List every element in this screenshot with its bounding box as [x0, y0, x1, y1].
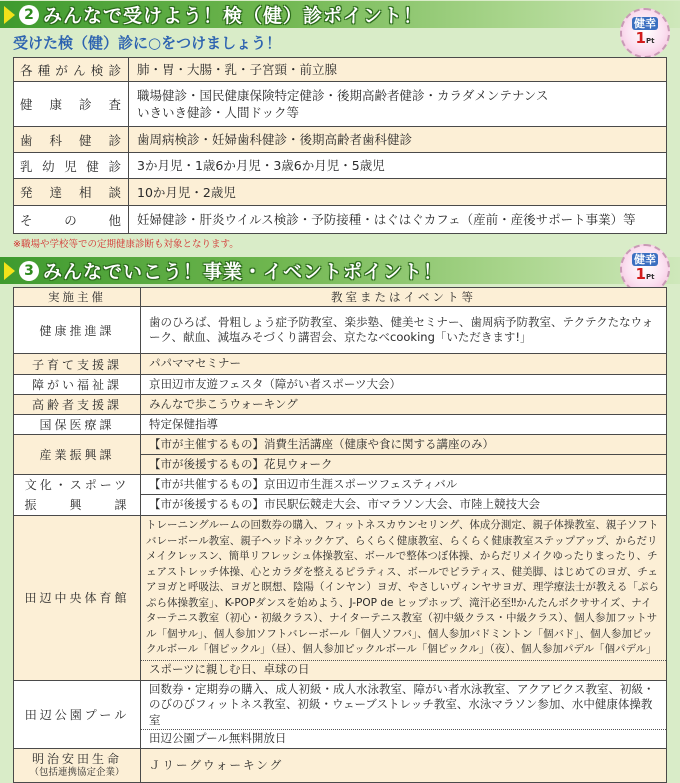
row-organizer: 文化・スポーツ — [14, 475, 141, 495]
row-content: 妊婦健診・肝炎ウイルス検診・予防接種・はぐはぐカフェ（産前・産後サポート事業）等 — [129, 206, 667, 234]
triangle-marker-icon — [4, 6, 15, 24]
row-events: トレーニングルームの回数券の購入、フィットネスカウンセリング、体成分測定、親子体操教室、親子ソフトバレーボール教室、親子ヘッドネックケア、らくらく健康教室、らくらく健康教室ステップアップ、からだリメイクレッスン、簡単リフレッシュ体操教室、ボールで整体つぼ体操、からだリメイクゆったりまったり、チェアストレッチ体操、心とカラダを整えるピラティス、ボールでピラティス、健美脚、はじめてのヨガ、チェアヨガと呼吸法、ヨガと瞑想、陰陽（インヤン）ヨガ、やさしいヴィンヤサヨガ、理学療法士が教える「ぷらぷら体操教室」、K-POPダンスを始めよう、J-POP de ヒップホップ、滝汗必至‼かんたんボクササイズ、ナイターテニス教室（初心・初級クラス）、ナイターテニス教室（初中級クラス・中級クラス）、個人参加フットサル「個サル」、個人参加ソフトバレーボール「個人ソフバ」、個人参加バドミントン「個バド」、個人参加ピックルボール「個ピックル」（昼）、個人参加ピックルボール「個ピックル」（夜）、個人参加パデル「個パデル」 — [141, 516, 667, 661]
row-events: 【市が主催するもの】消費生活講座（健康や食に関する講座のみ） — [141, 435, 667, 455]
table-row — [14, 475, 667, 495]
row-content: 肺・胃・大腸・乳・子宮頸・前立腺 — [129, 58, 667, 82]
footnote: ※職場や学校等での定期健康診断も対象となります。 — [13, 239, 239, 250]
table-row — [14, 179, 667, 206]
row-organizer: 高齢者支援課 — [14, 395, 141, 415]
table-row — [14, 127, 667, 153]
section-number: 3 — [19, 261, 39, 281]
row-events: パパママセミナー — [141, 354, 667, 375]
row-organizer: 田辺公園プール — [14, 680, 141, 749]
table-row — [14, 749, 667, 783]
row-category: 発達相談 — [14, 179, 129, 206]
table-row — [14, 435, 667, 455]
table-row — [14, 307, 667, 354]
section2-title: みんなで受けよう！検（健）診ポイント！ — [43, 5, 424, 27]
row-organizer: 産業振興課 — [14, 435, 141, 475]
row-events: みんなで歩こうウォーキング — [141, 395, 667, 415]
row-organizer: 振 興 課 — [14, 495, 141, 516]
row-organizer: 健康推進課 — [14, 307, 141, 354]
row-events: 特定保健指導 — [141, 415, 667, 435]
row-content: 職場健診・国民健康保険特定健診・後期高齢者健診・カラダメンテナンス いきいき健診・人間ドック等 — [129, 82, 667, 127]
row-events: スポーツに親しむ日、卓球の日 — [141, 660, 667, 680]
row-content: 10か月児・2歳児 — [129, 179, 667, 206]
header-organizer: 実施主催 — [14, 288, 141, 307]
table-row — [14, 82, 667, 127]
badge-points: 1Pt — [635, 265, 655, 283]
row-organizer: 子育て支援課 — [14, 354, 141, 375]
table-row — [14, 395, 667, 415]
badge-points: 1Pt — [635, 29, 655, 47]
section3-title: みんなでいこう！事業・イベントポイント！ — [43, 261, 444, 283]
checkup-table — [13, 57, 667, 234]
row-category: 各種がん検診 — [14, 58, 129, 82]
table-row — [14, 153, 667, 179]
row-organizer: 国保医療課 — [14, 415, 141, 435]
table-row — [14, 206, 667, 234]
row-events: 【市が後援するもの】花見ウォーク — [141, 455, 667, 475]
table-row — [14, 58, 667, 82]
table-header-row — [14, 288, 667, 307]
row-events: 回数券・定期券の購入、成人初級・成人水泳教室、障がい者水泳教室、アクアビクス教室、初級・のびのびフィットネス教室、初級・ウェーブストレッチ教室、水泳マラソン参加、水中健康体操教室 — [141, 680, 667, 730]
table-row — [14, 495, 667, 516]
row-organizer: 障がい福祉課 — [14, 375, 141, 395]
section-number: 2 — [19, 5, 39, 25]
row-content: 歯周病検診・妊婦歯科健診・後期高齢者歯科健診 — [129, 127, 667, 153]
table-row — [14, 680, 667, 730]
table-row — [14, 516, 667, 661]
row-events: Ｊリーグウォーキング — [141, 749, 667, 783]
row-category: 健康診査 — [14, 82, 129, 127]
section2-subtitle: 受けた検（健）診に○をつけましょう！ — [13, 34, 282, 52]
section2-banner — [0, 1, 680, 28]
header-events: 教室またはイベント等 — [141, 288, 667, 307]
table-row — [14, 415, 667, 435]
row-category: 乳幼児健診 — [14, 153, 129, 179]
row-events: 京田辺市友遊フェスタ（障がい者スポーツ大会） — [141, 375, 667, 395]
table-row — [14, 375, 667, 395]
row-events: 田辺公園プール無料開放日 — [141, 730, 667, 749]
triangle-marker-icon — [4, 262, 15, 280]
badge-label: 健幸 — [634, 17, 656, 30]
row-content: 3か月児・1歳6か月児・3歳6か月児・5歳児 — [129, 153, 667, 179]
events-table — [13, 287, 667, 783]
section3-banner — [0, 257, 680, 284]
kenko-point-badge — [620, 8, 670, 58]
row-organizer: 明治安田生命 （包括連携協定企業） — [14, 749, 141, 783]
row-events: 【市が共催するもの】京田辺市生涯スポーツフェスティバル — [141, 475, 667, 495]
row-organizer: 田辺中央体育館 — [14, 516, 141, 681]
row-category: そ の 他 — [14, 206, 129, 234]
row-events: 【市が後援するもの】市民駅伝競走大会、市マラソン大会、市陸上競技大会 — [141, 495, 667, 516]
row-category: 歯科健診 — [14, 127, 129, 153]
badge-label: 健幸 — [634, 253, 656, 266]
table-row — [14, 354, 667, 375]
row-events: 歯のひろば、骨粗しょう症予防教室、楽歩塾、健美セミナー、歯周病予防教室、テクテクたなウォーク、献血、減塩みそづくり講習会、京たなべcooking「いただきます!」 — [141, 307, 667, 354]
